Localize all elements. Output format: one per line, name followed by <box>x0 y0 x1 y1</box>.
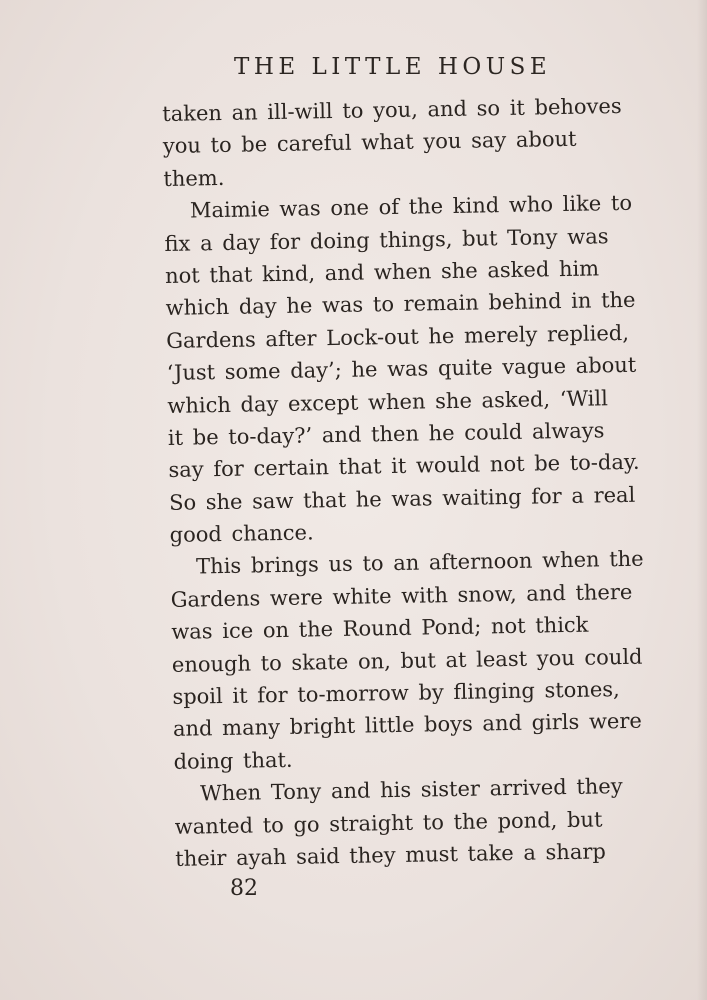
page-number: 82 <box>230 876 258 901</box>
text-line: which day except when she asked, ‘Will <box>167 385 609 418</box>
text-line: them. <box>163 165 225 191</box>
text-line: doing that. <box>173 747 293 774</box>
text-line: taken an ill-will to you, and so it behoves <box>162 93 622 126</box>
text-line: spoil it for to-morrow by flinging stones, <box>172 677 620 709</box>
text-line: This brings us to an afternoon when the <box>195 547 644 579</box>
running-head: THE LITTLE HOUSE <box>234 54 552 80</box>
page-edge-shadow <box>697 0 707 1000</box>
text-line: Gardens after Lock-out he merely replied, <box>166 320 630 353</box>
text-line: their ayah said they must take a sharp <box>175 839 607 871</box>
text-line: and many bright little boys and girls were <box>172 709 643 742</box>
text-line: wanted to go straight to the pond, but <box>174 807 603 839</box>
body-text <box>162 89 675 875</box>
text-line: When Tony and his sister arrived they <box>199 774 623 806</box>
text-line: good chance. <box>169 520 314 548</box>
text-line: was ice on the Round Pond; not thick <box>171 612 589 645</box>
text-line: which day he was to remain behind in the <box>165 288 636 321</box>
text-line: ‘Just some day’; he was quite vague about <box>166 352 637 386</box>
text-line: fix a day for doing things, but Tony was <box>164 223 609 256</box>
text-line: Maimie was one of the kind who like to <box>189 190 633 223</box>
text-line: So she saw that he was waiting for a real <box>168 482 636 515</box>
text-line: Gardens were white with snow, and there <box>170 579 633 612</box>
text-line: it be to-day?’ and then he could always <box>167 418 605 450</box>
text-line: you to be careful what you say about <box>162 127 577 159</box>
text-line: enough to skate on, but at least you could <box>171 644 643 677</box>
text-line: not that kind, and when she asked him <box>164 256 600 288</box>
text-line: say for certain that it would not be to-day. <box>168 450 640 483</box>
